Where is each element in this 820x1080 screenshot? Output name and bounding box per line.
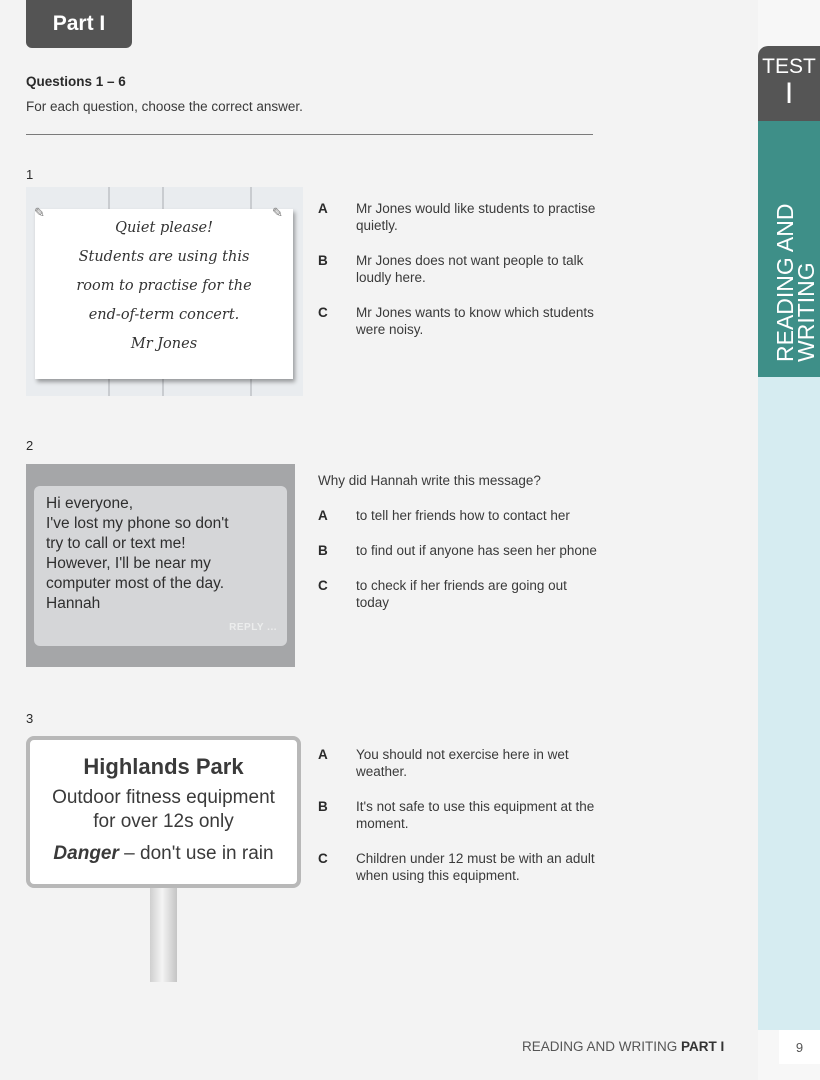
test-tab	[758, 46, 820, 121]
section-heading: Questions 1 – 6	[26, 74, 126, 89]
option-letter: B	[318, 799, 328, 814]
footer-label	[522, 1039, 724, 1054]
park-sign	[26, 736, 301, 888]
option-a[interactable]	[318, 507, 598, 524]
message-line: computer most of the day.	[46, 575, 225, 592]
section-tab-label	[772, 203, 819, 362]
option-text: to tell her friends how to contact her	[356, 508, 570, 523]
message-line: Hi everyone,	[46, 495, 134, 512]
option-text: It's not safe to use this equipment at the moment.	[356, 799, 595, 831]
message-line: I've lost my phone so don't	[46, 515, 229, 532]
notice-paper	[35, 209, 293, 379]
option-c[interactable]	[318, 850, 598, 884]
option-c[interactable]	[318, 577, 598, 611]
answer-options	[318, 472, 598, 629]
option-letter: B	[318, 253, 328, 268]
notice-line: room to practise for the	[76, 278, 252, 294]
test-label: TEST	[762, 55, 816, 78]
option-a[interactable]	[318, 746, 598, 780]
divider	[26, 134, 593, 135]
notice-board-image	[26, 187, 303, 396]
option-b[interactable]	[318, 798, 598, 832]
notice-line: end-of-term concert.	[88, 307, 240, 323]
question-number: 2	[26, 438, 34, 453]
message-line: Hannah	[46, 595, 101, 612]
answer-options	[318, 200, 598, 356]
section-tab-line: READING AND	[772, 203, 798, 362]
option-b[interactable]	[318, 252, 598, 286]
notice-line: Quiet please!	[115, 220, 213, 236]
option-text: You should not exercise here in wet weather.	[356, 747, 569, 779]
option-text: Mr Jones wants to know which students were noisy.	[356, 305, 594, 337]
sign-warning	[30, 843, 297, 865]
part-label: Part I	[26, 0, 132, 48]
pushpin-icon: ✎	[272, 205, 283, 220]
message-line: try to call or text me!	[46, 535, 186, 552]
sign-line: for over 12s only	[93, 811, 234, 832]
danger-rest: – don't use in rain	[118, 843, 274, 864]
message-bubble	[34, 486, 287, 646]
option-a[interactable]	[318, 200, 598, 234]
option-text: to check if her friends are going out today	[356, 578, 567, 610]
option-c[interactable]	[318, 304, 598, 338]
pushpin-icon: ✎	[34, 205, 45, 220]
option-text: Mr Jones would like students to practise quietly.	[356, 201, 596, 233]
sign-post	[150, 885, 177, 982]
footer-part: PART I	[681, 1039, 725, 1054]
danger-word: Danger	[53, 843, 119, 864]
footer-section: READING AND WRITING	[522, 1039, 682, 1054]
option-letter: C	[318, 851, 328, 866]
sign-line: Outdoor fitness equipment	[52, 787, 275, 808]
question-prompt: Why did Hannah write this message?	[318, 473, 541, 488]
side-strip	[758, 377, 820, 1030]
page-number: 9	[779, 1030, 820, 1064]
option-text: Mr Jones does not want people to talk loudly here.	[356, 253, 584, 285]
test-number: I	[784, 77, 794, 110]
option-text: Children under 12 must be with an adult when using this equipment.	[356, 851, 595, 883]
option-text: to find out if anyone has seen her phone	[356, 543, 597, 558]
sign-title: Highlands Park	[83, 754, 244, 779]
section-tab-line: WRITING	[793, 262, 819, 362]
question-number: 3	[26, 711, 34, 726]
section-instruction: For each question, choose the correct answer.	[26, 99, 303, 114]
notice-line: Mr Jones	[130, 336, 198, 352]
option-letter: C	[318, 578, 328, 593]
option-b[interactable]	[318, 542, 598, 559]
reply-label: REPLY ...	[229, 622, 277, 633]
answer-options	[318, 746, 598, 902]
option-letter: A	[318, 201, 328, 216]
option-letter: A	[318, 747, 328, 762]
option-letter: B	[318, 543, 328, 558]
question-number: 1	[26, 167, 34, 182]
phone-message-image	[26, 464, 295, 667]
message-line: However, I'll be near my	[46, 555, 211, 572]
option-letter: A	[318, 508, 328, 523]
option-letter: C	[318, 305, 328, 320]
notice-line: Students are using this	[78, 249, 250, 265]
